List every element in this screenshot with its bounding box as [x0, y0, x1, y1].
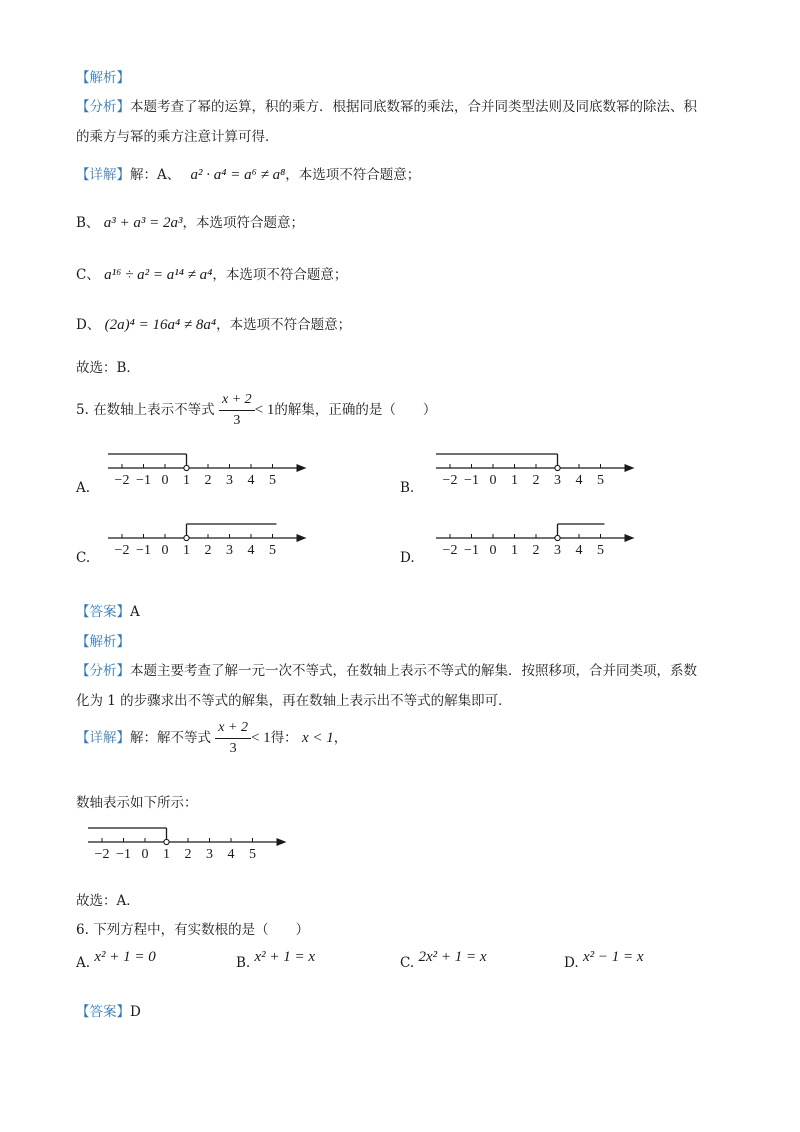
axis-tick-label: 4: [575, 473, 583, 488]
analysis5-heading: 【解析】: [76, 634, 130, 650]
axis-arrowhead: [277, 838, 287, 846]
analysis5-detail-intro: 解：解不等式: [130, 730, 211, 746]
analysis-tag: 【分析】: [76, 99, 130, 115]
optB-expression: a³ + a³ = 2a³: [103, 215, 183, 231]
answer6-value: D: [130, 1004, 141, 1020]
open-circle-endpoint: [555, 465, 560, 470]
optB-label: B、: [76, 215, 100, 231]
detail-tag: 【详解】: [76, 167, 130, 183]
optD-label: D、: [76, 317, 101, 333]
detail-intro: 解：A、: [130, 167, 181, 183]
option-B-label[interactable]: B.: [400, 480, 415, 496]
answer5-value: A: [130, 604, 140, 620]
option-B-number-line: [428, 448, 638, 492]
question5-stem-after: 的解集，正确的是（ ）: [274, 402, 437, 418]
axis-tick-label: 3: [206, 847, 213, 862]
optA-verdict: ，本选项不符合题意；: [285, 167, 421, 183]
question6-stem-text: 下列方程中，有实数根的是（ ）: [93, 922, 310, 938]
axis-tick-label: 3: [226, 543, 233, 558]
analysis-text-line1: 本题考查了幂的运算，积的乘方．根据同底数幂的乘法，合并同类型法则及同底数幂的除法、积: [130, 99, 697, 115]
axis-tick-label: −1: [136, 543, 151, 558]
optD-line: [76, 313, 351, 334]
analysis5-text-line1: 本题主要考查了解一元一次不等式，在数轴上表示不等式的解集．按照移项，合并同类项，系数: [130, 663, 697, 679]
axis-tick-label: 4: [247, 543, 255, 558]
axis-tick-label: 1: [183, 543, 190, 558]
axis-tick-label: 0: [489, 543, 497, 558]
analysis5-result-end: ，: [333, 730, 348, 746]
axis-tick-label: −2: [442, 543, 458, 558]
analysis-text-line2: 的乘方与幂的乘方注意计算可得．: [76, 129, 279, 145]
optA-expression: a² · a⁴ = a⁶ ≠ a⁸: [190, 167, 286, 183]
q6-option-A-expression: x² + 1 = 0: [94, 949, 156, 965]
axis-tick-label: 1: [183, 473, 190, 488]
q6-option-B-expression: x² + 1 = x: [254, 949, 316, 965]
analysis5-result-word: 得：: [270, 730, 298, 746]
axis-tick-label: −1: [464, 473, 479, 488]
optC-label: C、: [76, 267, 100, 283]
solution-number-line: [80, 822, 290, 866]
axis-tick-label: −2: [442, 473, 458, 488]
analysis5-detail-tag: 【详解】: [76, 730, 130, 746]
axis-tick-label: 2: [532, 543, 540, 558]
optC-line: [76, 263, 347, 284]
analysis5-tag: 【分析】: [76, 663, 130, 679]
answer5-line: [76, 600, 140, 620]
axis-arrowhead: [297, 464, 307, 472]
q6-option-D-expression: x² − 1 = x: [582, 949, 644, 965]
optC-verdict: ，本选项不符合题意；: [212, 267, 348, 283]
axis-tick-label: 0: [489, 473, 497, 488]
choice-line: 故选：B．: [76, 360, 140, 376]
q6-option-C[interactable]: [400, 949, 487, 972]
q6-option-D-label: D.: [564, 955, 579, 971]
analysis5-paragraph: [76, 659, 697, 679]
axis-tick-label: 2: [204, 473, 212, 488]
analysis5-result-expression: x < 1: [301, 730, 334, 746]
axis-tick-label: −2: [94, 847, 110, 862]
axis-tick-label: −1: [464, 543, 479, 558]
axis-tick-label: 4: [247, 473, 255, 488]
axis-tick-label: 5: [597, 473, 604, 488]
question5-stem-before: 在数轴上表示不等式: [93, 402, 215, 418]
open-circle-endpoint: [164, 839, 169, 844]
axis-tick-label: −2: [114, 543, 130, 558]
question6-stem: [76, 918, 309, 938]
answer5-tag: 【答案】: [76, 604, 130, 620]
open-circle-endpoint: [184, 535, 189, 540]
inequality-tail: < 1: [254, 402, 275, 418]
axis-tick-label: 5: [269, 473, 276, 488]
axis-arrowhead: [625, 464, 635, 472]
q6-option-C-label: C.: [400, 955, 415, 971]
q6-option-A[interactable]: [76, 949, 156, 972]
open-circle-endpoint: [555, 535, 560, 540]
optD-verdict: ，本选项不符合题意；: [216, 317, 352, 333]
axis-tick-label: 4: [575, 543, 583, 558]
optB-verdict: ，本选项符合题意；: [182, 215, 304, 231]
question5-stem: [76, 392, 436, 429]
axis-tick-label: 0: [161, 473, 169, 488]
axis-tick-label: 5: [249, 847, 256, 862]
axis-tick-label: 1: [511, 473, 518, 488]
option-A-label[interactable]: A.: [76, 480, 91, 496]
option-A-number-line: [100, 448, 310, 492]
axis-tick-label: −1: [136, 473, 151, 488]
option-C-label[interactable]: C.: [76, 550, 91, 566]
answer6-tag: 【答案】: [76, 1004, 130, 1020]
analysis5-inequality-tail: < 1: [250, 730, 271, 746]
axis-arrowhead: [297, 534, 307, 542]
q6-option-B[interactable]: [236, 949, 316, 972]
axis-tick-label: 3: [554, 543, 561, 558]
analysis5-fraction-numerator: x + 2: [215, 720, 251, 739]
question5-number: 5.: [76, 402, 89, 418]
q6-option-A-label: A.: [76, 955, 91, 971]
open-circle-endpoint: [184, 465, 189, 470]
axis-tick-label: 0: [141, 847, 149, 862]
analysis5-fraction-denominator: 3: [229, 741, 237, 756]
axis-tick-label: 2: [184, 847, 192, 862]
axis-tick-label: 2: [204, 543, 212, 558]
axis-tick-label: 3: [554, 473, 561, 488]
q6-option-D[interactable]: [564, 949, 644, 972]
analysis5-text-line2: 化为 1 的步骤求出不等式的解集，再在数轴上表示出不等式的解集即可．: [76, 693, 512, 709]
fraction-numerator: x + 2: [219, 392, 255, 411]
question5-fraction: [219, 392, 255, 429]
q6-option-B-label: B.: [236, 955, 251, 971]
analysis5-detail-line: [76, 720, 347, 757]
axis-tick-label: 0: [161, 543, 169, 558]
analysis-heading: 【解析】: [76, 70, 130, 86]
optC-expression: a¹⁶ ÷ a² = a¹⁴ ≠ a⁴: [104, 267, 213, 283]
analysis5-fraction: [215, 720, 251, 757]
axis-tick-label: 3: [226, 473, 233, 488]
option-D-label[interactable]: D.: [400, 550, 415, 566]
detail-optA-line: [76, 163, 420, 184]
optB-line: [76, 211, 304, 232]
axis-tick-label: −2: [114, 473, 130, 488]
axis-caption: 数轴表示如下所示：: [76, 795, 198, 811]
analysis-paragraph: [76, 95, 697, 115]
axis-tick-label: 4: [227, 847, 235, 862]
optD-expression: (2a)⁴ = 16a⁴ ≠ 8a⁴: [104, 317, 217, 333]
question6-number: 6.: [76, 922, 89, 938]
axis-tick-label: 1: [163, 847, 170, 862]
option-C-number-line: [100, 518, 310, 562]
axis-tick-label: 2: [532, 473, 540, 488]
analysis5-choice: 故选：A．: [76, 893, 140, 909]
axis-tick-label: 5: [269, 543, 276, 558]
fraction-denominator: 3: [233, 413, 241, 428]
q6-option-C-expression: 2x² + 1 = x: [418, 949, 487, 965]
axis-tick-label: 1: [511, 543, 518, 558]
answer6-line: [76, 1000, 141, 1020]
option-D-number-line: [428, 518, 638, 562]
axis-arrowhead: [625, 534, 635, 542]
axis-tick-label: 5: [597, 543, 604, 558]
axis-tick-label: −1: [116, 847, 131, 862]
